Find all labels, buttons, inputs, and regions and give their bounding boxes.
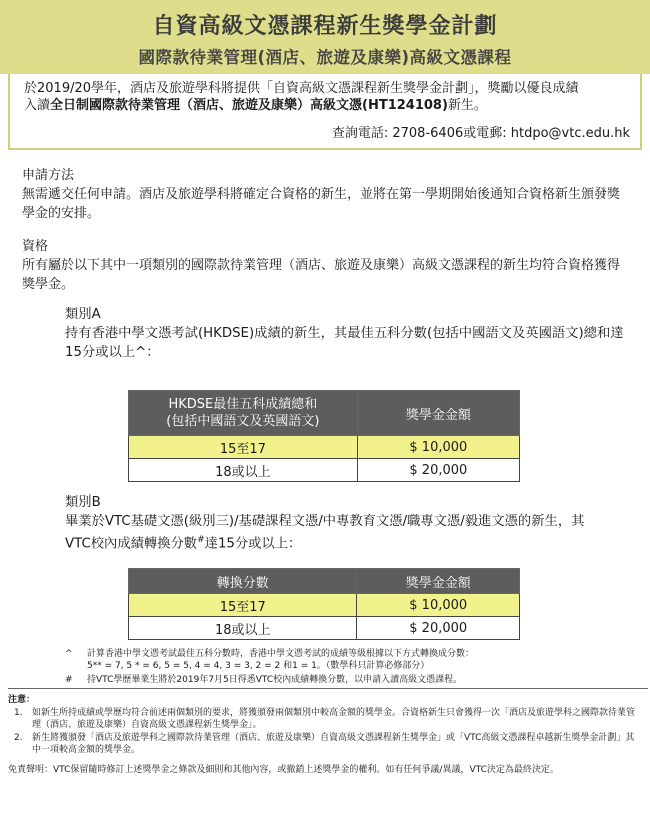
intro-line2-prefix: 入讀	[24, 98, 51, 113]
category-b-body-line2	[65, 531, 625, 553]
table-a-amount: $ 10,000	[357, 436, 519, 459]
category-b	[65, 493, 625, 553]
category-a	[65, 305, 625, 362]
table-a-col1-header-line1: HKDSE最佳五科成績總和	[168, 397, 318, 412]
category-b-line2-prefix: VTC校內成績轉換分數	[65, 536, 198, 552]
table-b-amount: $ 10,000	[357, 594, 520, 617]
contact-info: 查詢電話: 2708-6406或電郵: htdpo@vtc.edu.hk	[331, 126, 630, 141]
note-number: 1.	[14, 708, 23, 718]
category-b-line2-suffix: 達15分或以上：	[204, 536, 302, 552]
eligibility-section	[22, 237, 630, 294]
table-a-col2-header: 獎學金金額	[357, 391, 519, 436]
footnote-mark: ^	[65, 649, 73, 659]
table-b-amount: $ 20,000	[357, 617, 520, 640]
page-title: 自資高級文憑課程新生獎學金計劃	[152, 14, 498, 39]
footnote-caret	[65, 648, 635, 672]
footnote-line: 持VTC學歷畢業生將於2019年7月5日得悉VTC校內成績轉換分數，以申請入讀高級文憑課程。	[87, 675, 463, 685]
eligibility-body: 所有屬於以下其中一項類別的國際款待業管理（酒店、旅遊及康樂）高級文憑課程的新生均符合資格獲得獎學金。	[22, 258, 621, 292]
table-b-col1-header: 轉換分數	[129, 569, 357, 594]
category-b-body-line1: 畢業於VTC基礎文憑(級別三)/基礎課程文憑/中專教育文憑/職專文憑/毅進文憑的新生，其	[65, 514, 585, 529]
note-text: 新生將獲頒發「酒店及旅遊學科之國際款待業管理（酒店、旅遊及康樂）自資高級文憑課程新生獎學金」或「VTC高級文憑課程卓越新生獎學金計劃」其中一項較高金額的獎學金。	[32, 733, 635, 755]
scholarship-table-b	[128, 568, 520, 640]
page-subtitle: 國際款待業管理(酒店、旅遊及康樂)高級文憑課程	[138, 48, 512, 67]
table-a-col1-header	[129, 391, 358, 436]
category-a-body: 持有香港中學文憑考試(HKDSE)成績的新生，其最佳五科分數(包括中國語文及英國語文)總和達15分或以上^：	[65, 326, 624, 360]
table-b-col2-header: 獎學金金額	[357, 569, 520, 594]
eligibility-heading: 資格	[22, 239, 49, 254]
table-a-score: 18或以上	[129, 459, 358, 482]
application-heading: 申請方法	[22, 168, 75, 183]
footnote-line: 計算香港中學文憑考試最佳五科分數時，香港中學文憑考試的成績等級根據以下方式轉換成分數：	[87, 649, 475, 659]
intro-line-1: 於2019/20學年，酒店及旅遊學科將提供「自資高級文憑課程新生獎學金計劃」，獎勵以優良成績	[24, 81, 579, 96]
footnote-line: 5** = 7, 5 * = 6, 5 = 5, 4 = 4, 3 = 3, 2 = 2 和1 = 1。（數學科只計算必修部分）	[87, 661, 430, 671]
intro-text	[24, 80, 632, 114]
table-row	[129, 459, 520, 482]
application-body: 無需遞交任何申請。酒店及旅遊學科將確定合資格的新生，並將在第一學期開始後通知合資格新生頒發獎學金的安排。	[22, 187, 621, 221]
table-a-score: 15至17	[129, 436, 358, 459]
table-b-score: 15至17	[129, 594, 357, 617]
intro-line2-suffix: 新生。	[447, 98, 487, 113]
disclaimer: 免責聲明：VTC保留隨時修訂上述獎學金之條款及細則和其他內容，或撤銷上述獎學金的權利。如有任何爭議/異議，VTC決定為最終決定。	[8, 765, 559, 775]
table-row	[129, 594, 520, 617]
notes-heading: 注意：	[8, 695, 36, 705]
footnotes	[65, 648, 635, 686]
hash-mark: #	[197, 535, 205, 545]
note-text: 如新生所持成績或學歷均符合前述兩個類別的要求，將獲頒發兩個類別中較高金額的獎學金。合資格新生只會獲得一次「酒店及旅遊學科之國際款待業管理（酒店、旅遊及康樂）自資高級文憑課程新生獎學金」。	[32, 708, 636, 730]
application-section	[22, 166, 630, 223]
header-band	[0, 0, 650, 74]
note-item	[8, 707, 640, 731]
programme-name: 全日制國際款待業管理（酒店、旅遊及康樂）高級文憑(HT124108)	[50, 98, 448, 113]
note-item	[8, 732, 640, 756]
notes-section	[8, 694, 640, 756]
table-a-amount: $ 20,000	[357, 459, 519, 482]
table-row	[129, 617, 520, 640]
table-b-score: 18或以上	[129, 617, 357, 640]
scholarship-table-a	[128, 390, 520, 482]
intro-box	[8, 74, 642, 150]
footnote-mark: #	[65, 675, 73, 685]
category-a-heading: 類別A	[65, 307, 101, 322]
footnote-hash	[65, 674, 635, 686]
divider	[8, 688, 648, 689]
table-a-col1-header-line2: (包括中國語文及英國語文)	[166, 414, 320, 429]
note-number: 2.	[14, 733, 23, 743]
table-row	[129, 436, 520, 459]
category-b-heading: 類別B	[65, 495, 101, 510]
intro-line-2	[24, 97, 632, 114]
